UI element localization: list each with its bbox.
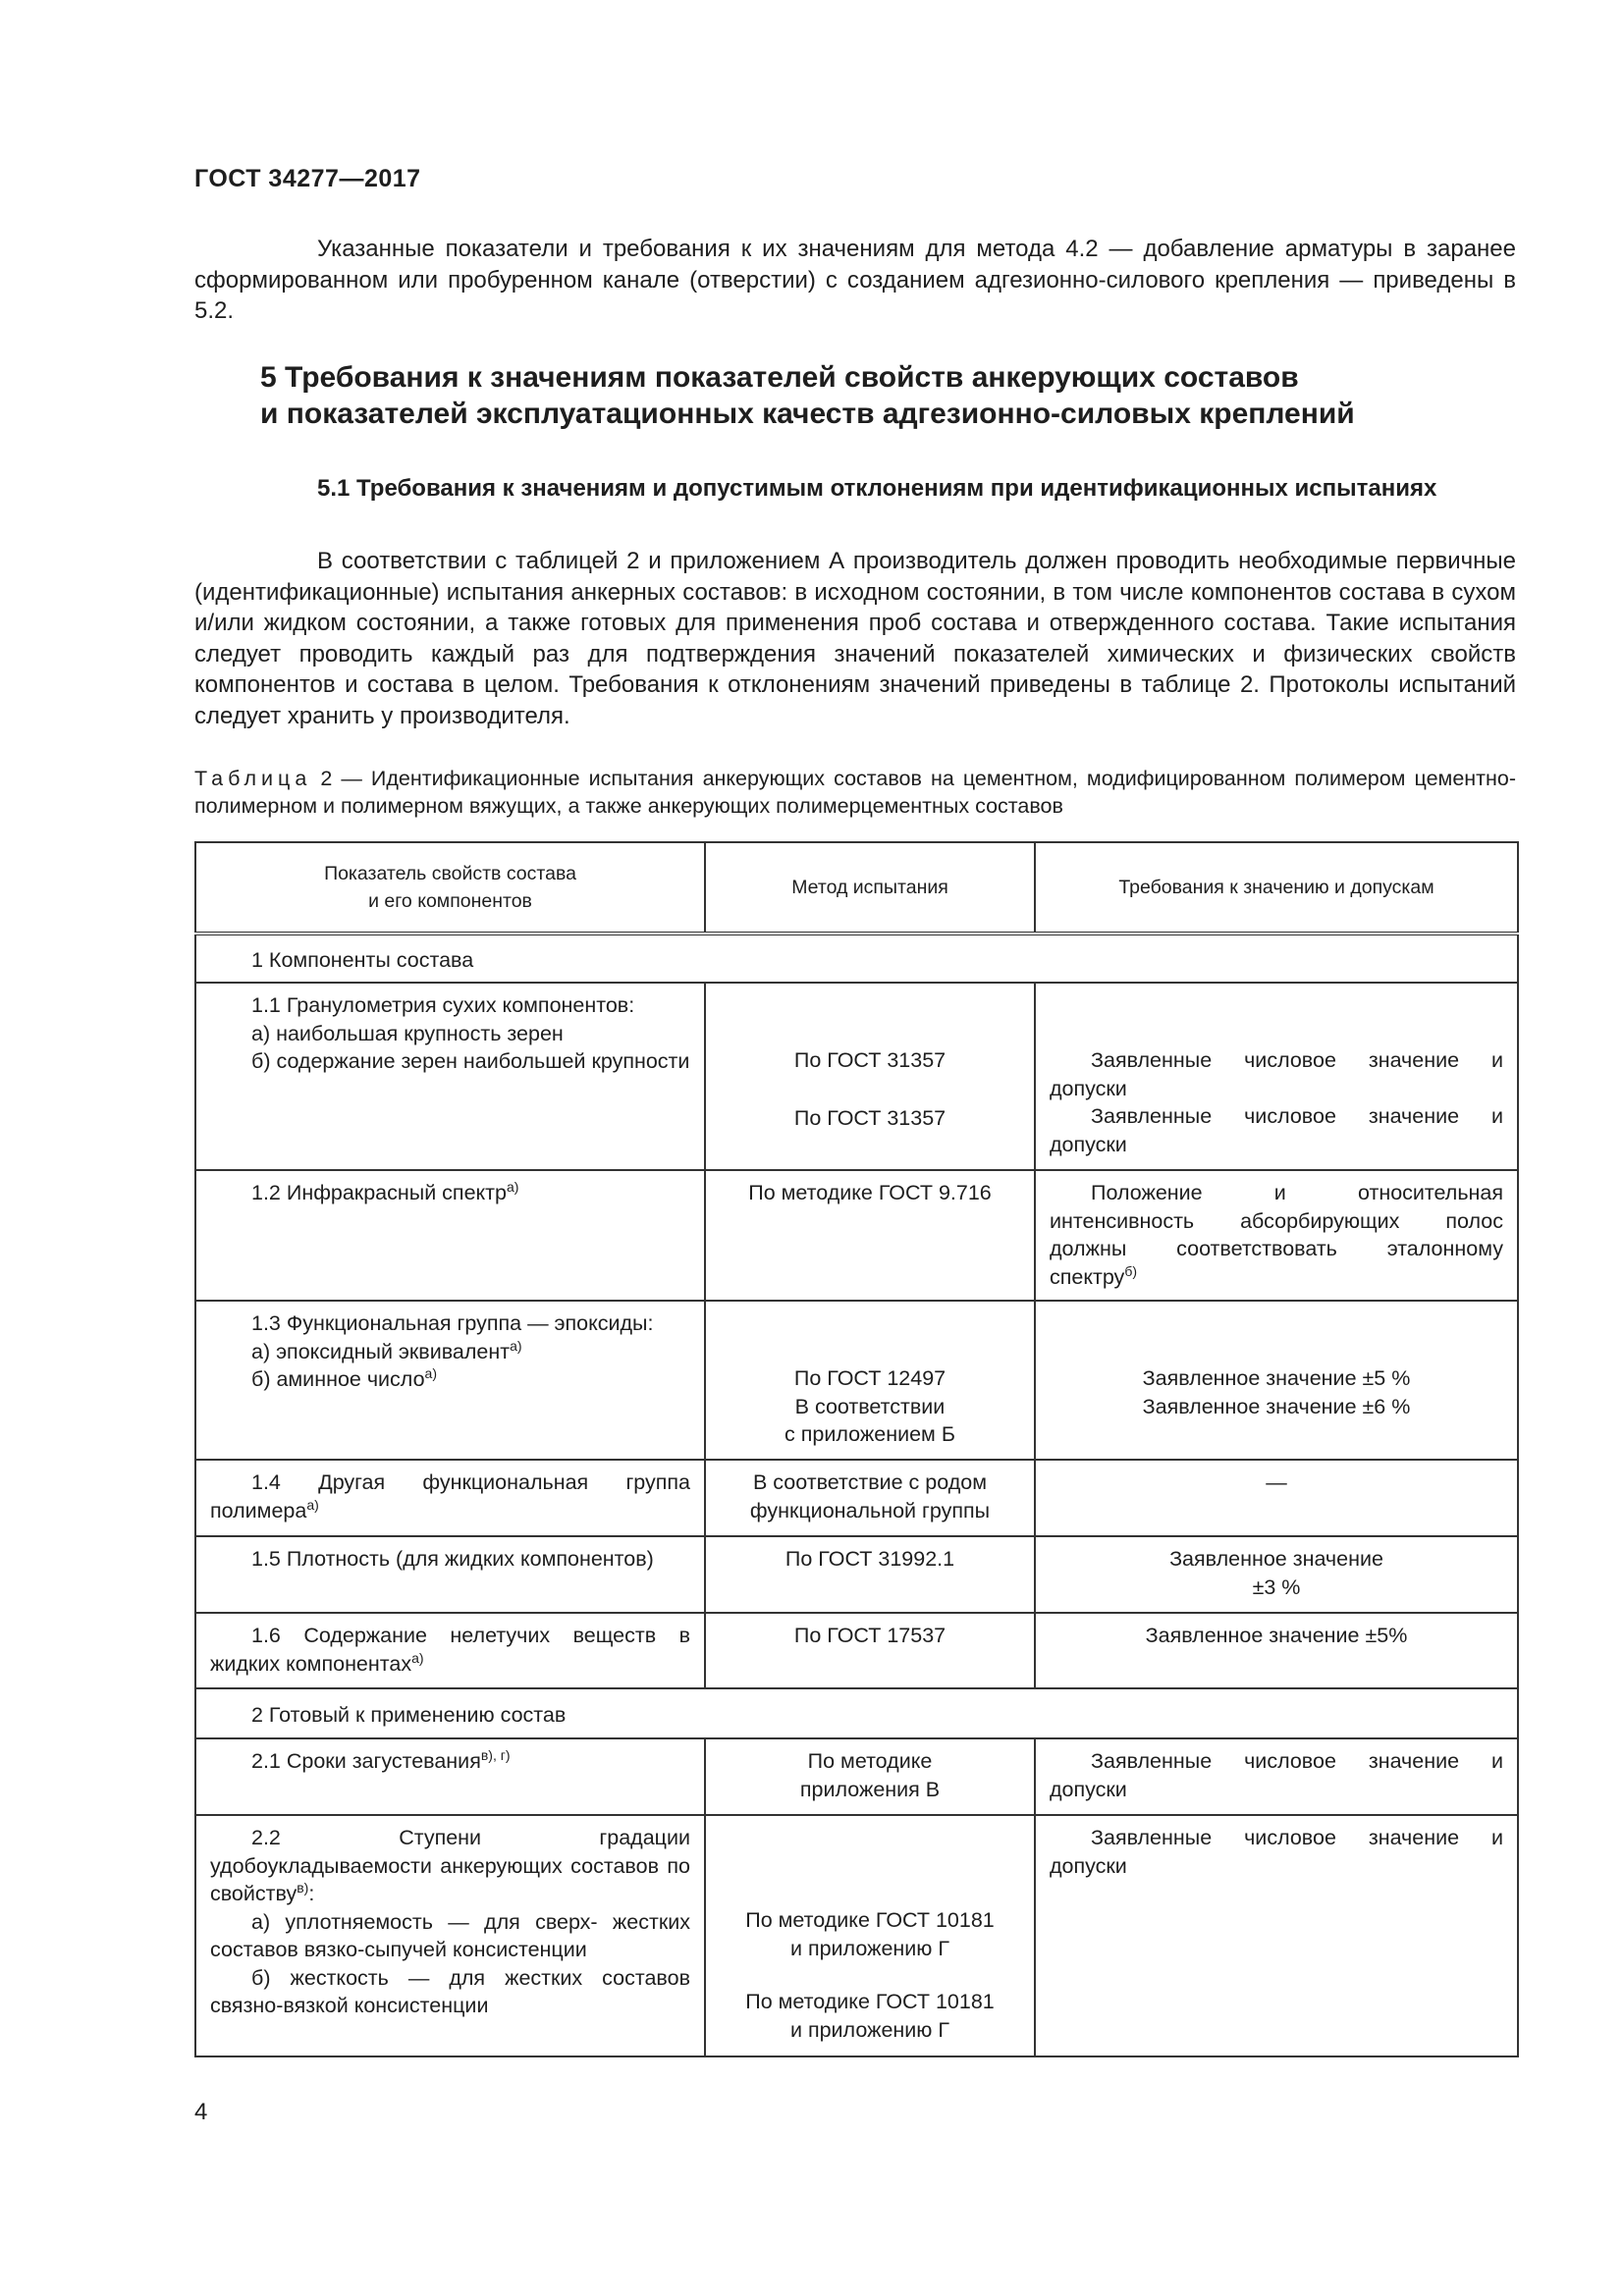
text: и приложению Г bbox=[789, 2017, 950, 2042]
cell-indicator: 2.2 Ступени градации удобоукладываемости анкерующих составов по свойству$^{в)}$: а) уплотняемость — для сверх- жестких составов вязко-сыпучей консистенции б) жесткость — для жестких составов связно-вязкой консистенции bbox=[195, 1815, 705, 2056]
identification-tests-table bbox=[194, 841, 1519, 2057]
table-section-row bbox=[195, 1688, 1518, 1738]
text: 1.4 Другая функциональная группа полимера bbox=[210, 1470, 690, 1522]
header-indicator bbox=[195, 842, 705, 934]
section-5-1-text: В соответствии с таблицей 2 и приложением А производитель должен проводить необходимые первичные (идентификационные) испытания анкерных составов: в исходном состоянии, в том числе компонентов состава в сухом и/или жидком состоянии, а также готовых для применения проб состава и отвержденного состава. Такие испытания следует проводить каждый раз для подтверждения значений показателей химических и физических свойств компонентов и состава в целом. Требования к отклонениям значений приведены в таблице 2. Протоколы испытаний следует хранить у производителя. bbox=[194, 548, 1516, 729]
text: б) содержание зерен наибольшей крупности bbox=[251, 1049, 690, 1073]
cell-method: По методике ГОСТ 9.716 bbox=[705, 1170, 1035, 1301]
cell-requirements bbox=[1035, 983, 1518, 1170]
text: По методике ГОСТ 10181 bbox=[745, 1908, 995, 1932]
footnote-ref: б) bbox=[1124, 1262, 1137, 1279]
header-requirements: Требования к значению и допускам bbox=[1035, 842, 1518, 934]
footnote-ref: а) bbox=[424, 1364, 437, 1381]
cell-requirements: Заявленное значение ±5% bbox=[1035, 1613, 1518, 1688]
cell-method bbox=[705, 1815, 1035, 2056]
text: Заявленное значение ±6 % bbox=[1142, 1394, 1411, 1418]
text: б) жесткость — для жестких составов связно-вязкой консистенции bbox=[210, 1965, 690, 2017]
cell-method bbox=[705, 1738, 1035, 1815]
footnote-ref: а) bbox=[411, 1649, 424, 1666]
table-row bbox=[195, 1301, 1518, 1460]
cell-requirements bbox=[1035, 1301, 1518, 1460]
text: 1.2 Инфракрасный спектр bbox=[251, 1181, 507, 1204]
text: 1.1 Гранулометрия сухих компонентов: bbox=[251, 993, 635, 1017]
intro-text: Указанные показатели и требования к их значениям для метода 4.2 — добавление арматуры в заранее сформированном или пробуренном канале (отверстии) с созданием адгезионно-силового крепления — приведены в 5.2. bbox=[194, 236, 1516, 324]
text: 1.5 Плотность (для жидких компонентов) bbox=[251, 1547, 654, 1571]
section-5-1-title: 5.1 Требования к значениям и допустимым отклонениям при идентификационных испытаниях bbox=[317, 475, 1437, 502]
footnote-ref: в), г) bbox=[480, 1746, 511, 1763]
text: б) аминное число bbox=[251, 1367, 425, 1391]
text: 1.3 Функциональная группа — эпоксиды: bbox=[251, 1311, 654, 1335]
header-method: Метод испытания bbox=[705, 842, 1035, 934]
table-row bbox=[195, 983, 1518, 1170]
text: с приложением Б bbox=[784, 1422, 955, 1446]
section-5-1-heading bbox=[194, 473, 1516, 505]
cell-indicator bbox=[195, 983, 705, 1170]
text: По методике bbox=[807, 1749, 933, 1773]
text: По методике ГОСТ 10181 bbox=[745, 1990, 995, 2013]
text: Заявленные числовое значение и допуски bbox=[1050, 1104, 1503, 1156]
section-1-label: 1 Компоненты состава bbox=[195, 934, 1518, 983]
text: По ГОСТ 31357 bbox=[793, 1105, 947, 1130]
text: В соответствии bbox=[794, 1394, 946, 1418]
text: 1.6 Содержание нелетучих веществ в жидких компонентах bbox=[210, 1624, 690, 1676]
text: Заявленные числовое значение и допуски bbox=[1050, 1749, 1503, 1801]
footnote-ref: а) bbox=[510, 1337, 522, 1354]
table-row bbox=[195, 1460, 1518, 1536]
footnote-ref: а) bbox=[306, 1496, 319, 1513]
cell-requirements bbox=[1035, 1536, 1518, 1613]
section-5-heading bbox=[260, 359, 1527, 432]
cell-method: По ГОСТ 17537 bbox=[705, 1613, 1035, 1688]
text: Заявленные числовое значение и допуски bbox=[1050, 1826, 1503, 1878]
table-section-row bbox=[195, 934, 1518, 983]
text: приложения В bbox=[799, 1777, 941, 1801]
text: и приложению Г bbox=[789, 1936, 950, 1960]
text: Заявленное значение ±5 % bbox=[1142, 1366, 1411, 1390]
text: ±3 % bbox=[1252, 1575, 1301, 1599]
cell-requirements bbox=[1035, 1815, 1518, 2056]
section-5-line1: 5 Требования к значениям показателей свойств анкерующих составов bbox=[260, 361, 1299, 394]
page-number: 4 bbox=[194, 2099, 208, 2125]
header-indicator-line2: и его компонентов bbox=[368, 890, 532, 912]
text: Положение и относительная интенсивность абсорбирующих полос должны соответствовать эталонному спектру bbox=[1050, 1181, 1503, 1289]
cell-indicator bbox=[195, 1301, 705, 1460]
cell-requirements bbox=[1035, 1738, 1518, 1815]
table-row bbox=[195, 1815, 1518, 2056]
table-caption-text: 2 — Идентификационные испытания анкерующих составов на цементном, модифицированном полимером цементно-полимерном и полимерном вяжущих, а также анкерующих полимерцементных составов bbox=[194, 767, 1516, 818]
text: 2.1 Сроки загустевания bbox=[251, 1749, 481, 1773]
cell-method: По ГОСТ 31992.1 bbox=[705, 1536, 1035, 1613]
text: Заявленные числовое значение и допуски bbox=[1050, 1048, 1503, 1100]
text: По ГОСТ 12497 bbox=[793, 1366, 947, 1390]
cell-requirements: — bbox=[1035, 1460, 1518, 1536]
footnote-ref: а) bbox=[506, 1178, 519, 1195]
table-caption bbox=[194, 765, 1516, 820]
intro-paragraph bbox=[194, 234, 1516, 327]
table-row bbox=[195, 1738, 1518, 1815]
table-row bbox=[195, 1536, 1518, 1613]
text: Заявленное значение bbox=[1169, 1547, 1383, 1571]
text: а) наибольшая крупность зерен bbox=[251, 1021, 564, 1045]
text: а) уплотняемость — для сверх- жестких составов вязко-сыпучей консистенции bbox=[210, 1909, 690, 1961]
header-indicator-line1: Показатель свойств состава bbox=[324, 863, 576, 884]
cell-requirements bbox=[1035, 1170, 1518, 1301]
cell-method bbox=[705, 1301, 1035, 1460]
section-5-line2: и показателей эксплуатационных качеств адгезионно-силовых креплений bbox=[260, 398, 1355, 430]
cell-indicator bbox=[195, 1613, 705, 1688]
section-5-1-body bbox=[194, 546, 1516, 731]
table-row bbox=[195, 1170, 1518, 1301]
cell-indicator bbox=[195, 1170, 705, 1301]
table-row bbox=[195, 1613, 1518, 1688]
cell-method bbox=[705, 983, 1035, 1170]
cell-indicator bbox=[195, 1536, 705, 1613]
section-2-label: 2 Готовый к применению состав bbox=[195, 1688, 1518, 1738]
cell-indicator bbox=[195, 1738, 705, 1815]
table-header-row bbox=[195, 842, 1518, 934]
text: а) эпоксидный эквивалент bbox=[251, 1339, 511, 1363]
cell-indicator bbox=[195, 1460, 705, 1536]
table-caption-label: Таблица bbox=[194, 767, 312, 790]
footnote-ref: в) bbox=[297, 1879, 309, 1896]
text: По ГОСТ 31357 bbox=[793, 1048, 947, 1072]
cell-method: В соответствие с родом функциональной группы bbox=[705, 1460, 1035, 1536]
text: 2.2 Ступени градации удобоукладываемости анкерующих составов по свойству bbox=[210, 1826, 690, 1905]
document-id: ГОСТ 34277—2017 bbox=[194, 165, 421, 192]
